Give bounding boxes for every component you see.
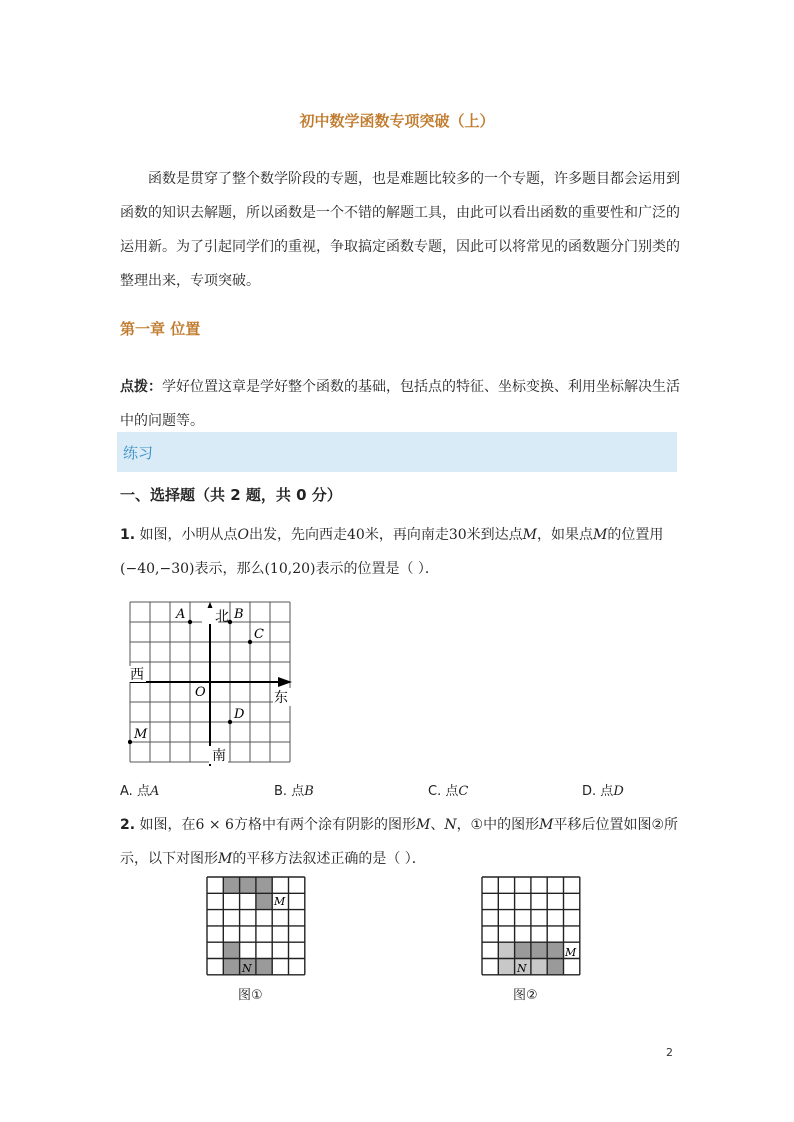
q2-var-m-2: M [539,817,554,833]
q2-var-n: N [444,817,457,833]
fig1-label-m: M [274,895,286,908]
q2-text-6: 的平移方法叙述正确的是（ ）． [232,851,426,867]
point-label-b: B [234,607,244,622]
chapter-heading: 第一章 位置 [120,320,201,338]
point-a [188,620,192,624]
q1-text-4: 米到达点 [466,527,523,543]
q1-coord-1: (−40,−30) [120,561,195,577]
q2-var-m: M [415,817,431,833]
exercise-band-label: 练习 [123,444,154,462]
question-2-number: 2. [120,817,136,833]
q2-text-5: 平移后位置如图②所示，以下对图形 [120,817,679,867]
point-label-c: C [254,627,264,642]
fig1-label-n: N [242,962,252,975]
option-d-text: 点 [600,784,614,799]
shaded-cell-dark [515,942,531,958]
tip-text: 学好位置这章是学好整个函数的基础，包括点的特征、坐标变换、利用坐标解决生活中的问题等。 [120,379,680,429]
shaded-cell-dark [547,959,563,975]
q2-text-2: 方格中有两个涂有阴影的图形 [233,817,416,833]
shaded-cell-dark [256,877,272,893]
q1-text-1: 如图，小明从点 [139,527,238,543]
option-b[interactable] [274,780,314,799]
q1-text-6: 的位置用 [607,527,664,543]
east-label: 东 [274,690,288,706]
option-b-text: 点 [291,784,305,799]
q1-text-5: ，如果点 [537,527,593,543]
q2-grid-size: 6 × 6 [195,817,234,833]
q2-text-3: 、 [430,817,445,833]
point-d [228,720,232,724]
shaded-cell-dark [223,942,239,958]
point-label-d: D [234,707,245,722]
option-d[interactable] [582,780,624,799]
q1-text-8: 表示的位置是（ ）． [315,561,439,577]
fig2-label-n: N [517,962,527,975]
q2-text-4: ，①中的图形 [456,817,540,833]
option-d-letter: D. [582,784,597,799]
exercise-band [117,432,677,472]
q1-coord-2: (10,20) [264,561,316,577]
question-2-text [120,808,680,876]
shaded-cell-dark [240,877,256,893]
option-b-letter: B. [274,784,288,799]
question-2-figure-1 [206,876,306,980]
west-label: 西 [130,667,144,683]
shaded-cell-dark [256,959,272,975]
shaded-cell-dark [223,877,239,893]
option-a-var: A [149,784,160,799]
q2-text-1: 如图，在 [139,817,196,833]
option-b-var: B [304,784,314,799]
shaded-cell-light [531,959,547,975]
intro-paragraph: 函数是贯穿了整个数学阶段的专题，也是难题比较多的一个专题，许多题目都会运用到函数的知识去解题，所以函数是一个不错的解题工具，由此可以看出函数的重要性和广泛的运用新。为了引起同学们的重视，争取搞定函数专题，因此可以将常见的函数题分门别类的整理出来，专项突破。 [120,171,680,289]
fig2-caption: 图② [513,988,538,1003]
page-number: 2 [666,1046,673,1059]
point-m [128,740,132,744]
tip-paragraph [120,370,680,438]
option-a-text: 点 [136,784,150,799]
shaded-cell-light [498,959,514,975]
fig1-grid [207,877,305,975]
option-a-letter: A. [120,784,133,799]
q1-var-m: M [522,527,537,543]
point-c [248,640,252,644]
north-label: 北 [215,609,229,625]
shaded-cell-dark [223,959,239,975]
question-1-text [120,518,680,586]
point-label-a: A [176,607,186,622]
question-1-number: 1. [120,527,136,543]
shaded-cell-dark [531,942,547,958]
q1-var-m-2: M [593,527,608,543]
q2-var-m-3: M [218,851,233,867]
south-label: 南 [212,748,226,764]
question-2-figure-2 [481,876,581,980]
q1-axes [130,602,292,766]
question-1-figure [128,600,294,768]
option-d-var: D [613,784,624,799]
point-label-m: M [134,727,148,742]
q1-text-3: 米，再向南走 [364,527,449,543]
fig1-caption: 图① [238,988,263,1003]
section-heading: 一、选择题（共 2 题，共 0 分） [120,486,342,504]
page-title: 初中数学函数专项突破（上） [299,112,495,130]
shaded-cell-light [498,942,514,958]
fig2-label-m: M [565,946,577,959]
shaded-cell-dark [256,893,272,909]
q1-num-30: 30 [448,527,467,543]
option-c-text: 点 [445,784,459,799]
origin-label: O [195,685,206,700]
q1-text-7: 表示，那么 [194,561,265,577]
q1-text-2: 出发，先向西走 [249,527,347,543]
option-c-letter: C. [428,784,442,799]
q1-points [128,607,264,744]
q1-var-o: O [237,527,249,543]
fig2-grid [482,877,580,975]
option-c-var: C [458,784,469,799]
q1-num-40: 40 [347,527,365,543]
option-a[interactable] [120,780,159,799]
option-c[interactable] [428,780,468,799]
shaded-cell-dark [547,942,563,958]
tip-label: 点拨： [120,379,162,395]
